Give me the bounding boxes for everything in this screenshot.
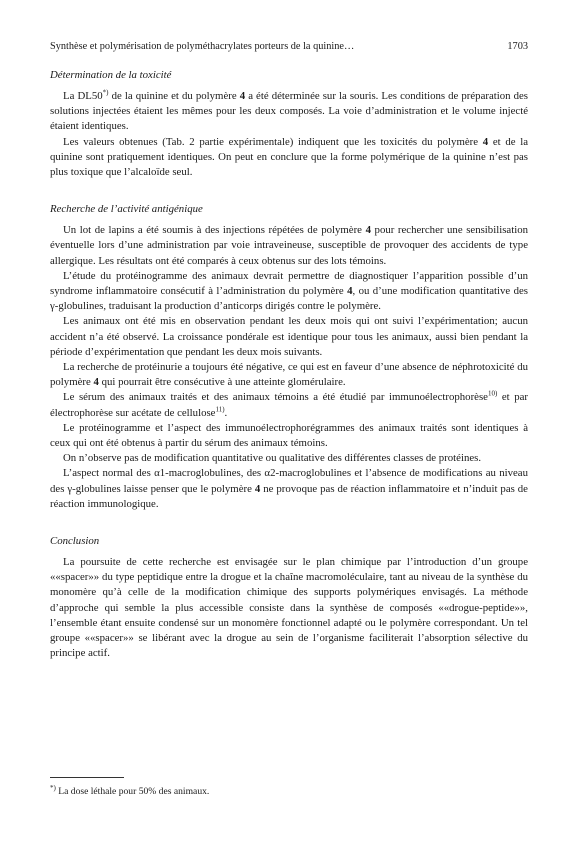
text-run: Un lot de lapins a été soumis à des injections répétées de polymère <box>63 224 366 237</box>
section <box>50 534 528 661</box>
compound-number: 4 <box>347 285 353 298</box>
text-run: Le sérum des animaux traités et des animaux témoins a été étudié par immunoélectrophorèse <box>63 391 488 404</box>
text-run: de la quinine et du polymère <box>108 90 240 102</box>
footnote-marker: *) <box>50 783 56 792</box>
paragraph <box>50 89 528 135</box>
footnote-text: La dose léthale pour 50% des animaux. <box>58 786 210 797</box>
footnote <box>50 783 210 798</box>
reference-marker: 11) <box>215 405 225 414</box>
text-run: ne provoque pas de réaction inflammatoire et n’induit pas de réaction immunologique. <box>50 482 528 510</box>
article-sections <box>50 68 528 662</box>
footnote-divider <box>50 777 124 778</box>
paragraph <box>50 314 528 360</box>
section <box>50 202 528 512</box>
text-run: La DL50 <box>63 90 103 102</box>
text-run: . <box>224 406 228 419</box>
compound-number: 4 <box>254 482 261 495</box>
compound-number: 4 <box>365 224 371 237</box>
section-title: Recherche de l’activité antigénique <box>50 203 203 216</box>
page-number: 1703 <box>507 41 528 52</box>
paragraph <box>50 466 528 512</box>
compound-number: 4 <box>239 90 246 102</box>
text-run: Le protéinogramme et l’aspect des immunoélectrophorégrammes des animaux traités sont identiques à ceux qui ont été obtenus à partir du sérum des animaux témoins. <box>50 421 528 450</box>
paragraph <box>50 421 528 451</box>
text-run: L’étude du protéinogramme des animaux devrait permettre de diagnostiquer l’apparition possible d’un syndrome inflammatoire consécutif à l’administration du polymère <box>50 269 528 298</box>
reference-marker: 10) <box>487 389 498 398</box>
text-run: a été déterminée sur la souris. Les conditions de préparation des solutions injectées étaient les mêmes pour les deux composés. La voie d’administration et le volume injecté étaient identiques. <box>50 90 529 133</box>
compound-number: 4 <box>482 135 489 148</box>
text-run: L’aspect normal des α1-macroglobulines, des α2-macroglobulines et l’absence de modifications au niveau des γ-globulines laisse penser que le polymère <box>50 467 528 495</box>
section <box>50 68 528 180</box>
running-head-title: Synthèse et polymérisation de polyméthacrylates porteurs de la quinine… <box>50 41 355 52</box>
text-run: La recherche de protéinurie a toujours été négative, ce qui est en faveur d’une absence de néphrotoxicité du polymère <box>50 361 528 389</box>
text-run: On n’observe pas de modification quantitative ou qualitative des différentes classes de protéines. <box>63 452 482 465</box>
paragraph <box>50 390 528 420</box>
text-run: pour rechercher une sensibilisation éventuelle lors d’une administration par voie intraveineuse, susceptible de provoquer des accidents de type allergique. Les résultats ont été comparés à ceux obtenus sur des lots témoins. <box>50 224 528 267</box>
text-run: Les valeurs obtenues (Tab. 2 partie expérimentale) indiquent que les toxicités du polymère <box>63 135 483 148</box>
section-title: Conclusion <box>50 535 100 548</box>
text-run: , ou d’une modification quantitative des γ-globulines, traduisant la production d’anticorps dirigés contre le polymère. <box>50 285 528 313</box>
page-body <box>50 40 528 684</box>
reference-marker: *) <box>102 88 109 97</box>
text-run: La poursuite de cette recherche est envisagée sur le plan chimique par l’introduction d’un groupe ««spacer»» du type peptidique entre la drogue et la chaîne macromoléculaire, tant au niveau de la synthèse du monomère qu’à celle de la modification chimique des supports polymériques envisagés. La méthode d’approche qui semble la plus accessible consiste dans la synthèse de composés ««drogue-peptide»», l’ensemble étant ensuite condensé sur un monomère fonctionnel adapté ou le polymère correspondant. Un tel groupe ««spacer»» se libérant avec la drogue au sein de l’organisme faciliterait l’absorption sélective du principe actif. <box>50 556 528 660</box>
section-title: Détermination de la toxicité <box>50 69 172 81</box>
paragraph <box>50 135 528 181</box>
text-run: et par électrophorèse sur acétate de cellulose <box>50 391 528 419</box>
text-run: et de la quinine sont pratiquement identiques. On peut en conclure que la forme polymérique de la quinine n’est pas plus toxique que l’alcaloïde seul. <box>50 135 528 179</box>
compound-number: 4 <box>93 376 99 389</box>
text-run: Les animaux ont été mis en observation pendant les deux mois qui ont suivi l’expérimentation; aucun accident n’a été observé. La croissance pondérale est identique pour tous les animaux, aussi bien pendant la période d’expérimentation que pendant les deux mois suivants. <box>50 315 528 358</box>
paragraph <box>50 451 528 466</box>
paragraph <box>50 360 528 390</box>
paragraph <box>50 555 528 661</box>
paragraph <box>50 223 528 269</box>
running-head <box>50 40 528 53</box>
paragraph <box>50 269 528 315</box>
text-run: qui pourrait être consécutive à une atteinte glomérulaire. <box>98 376 346 389</box>
